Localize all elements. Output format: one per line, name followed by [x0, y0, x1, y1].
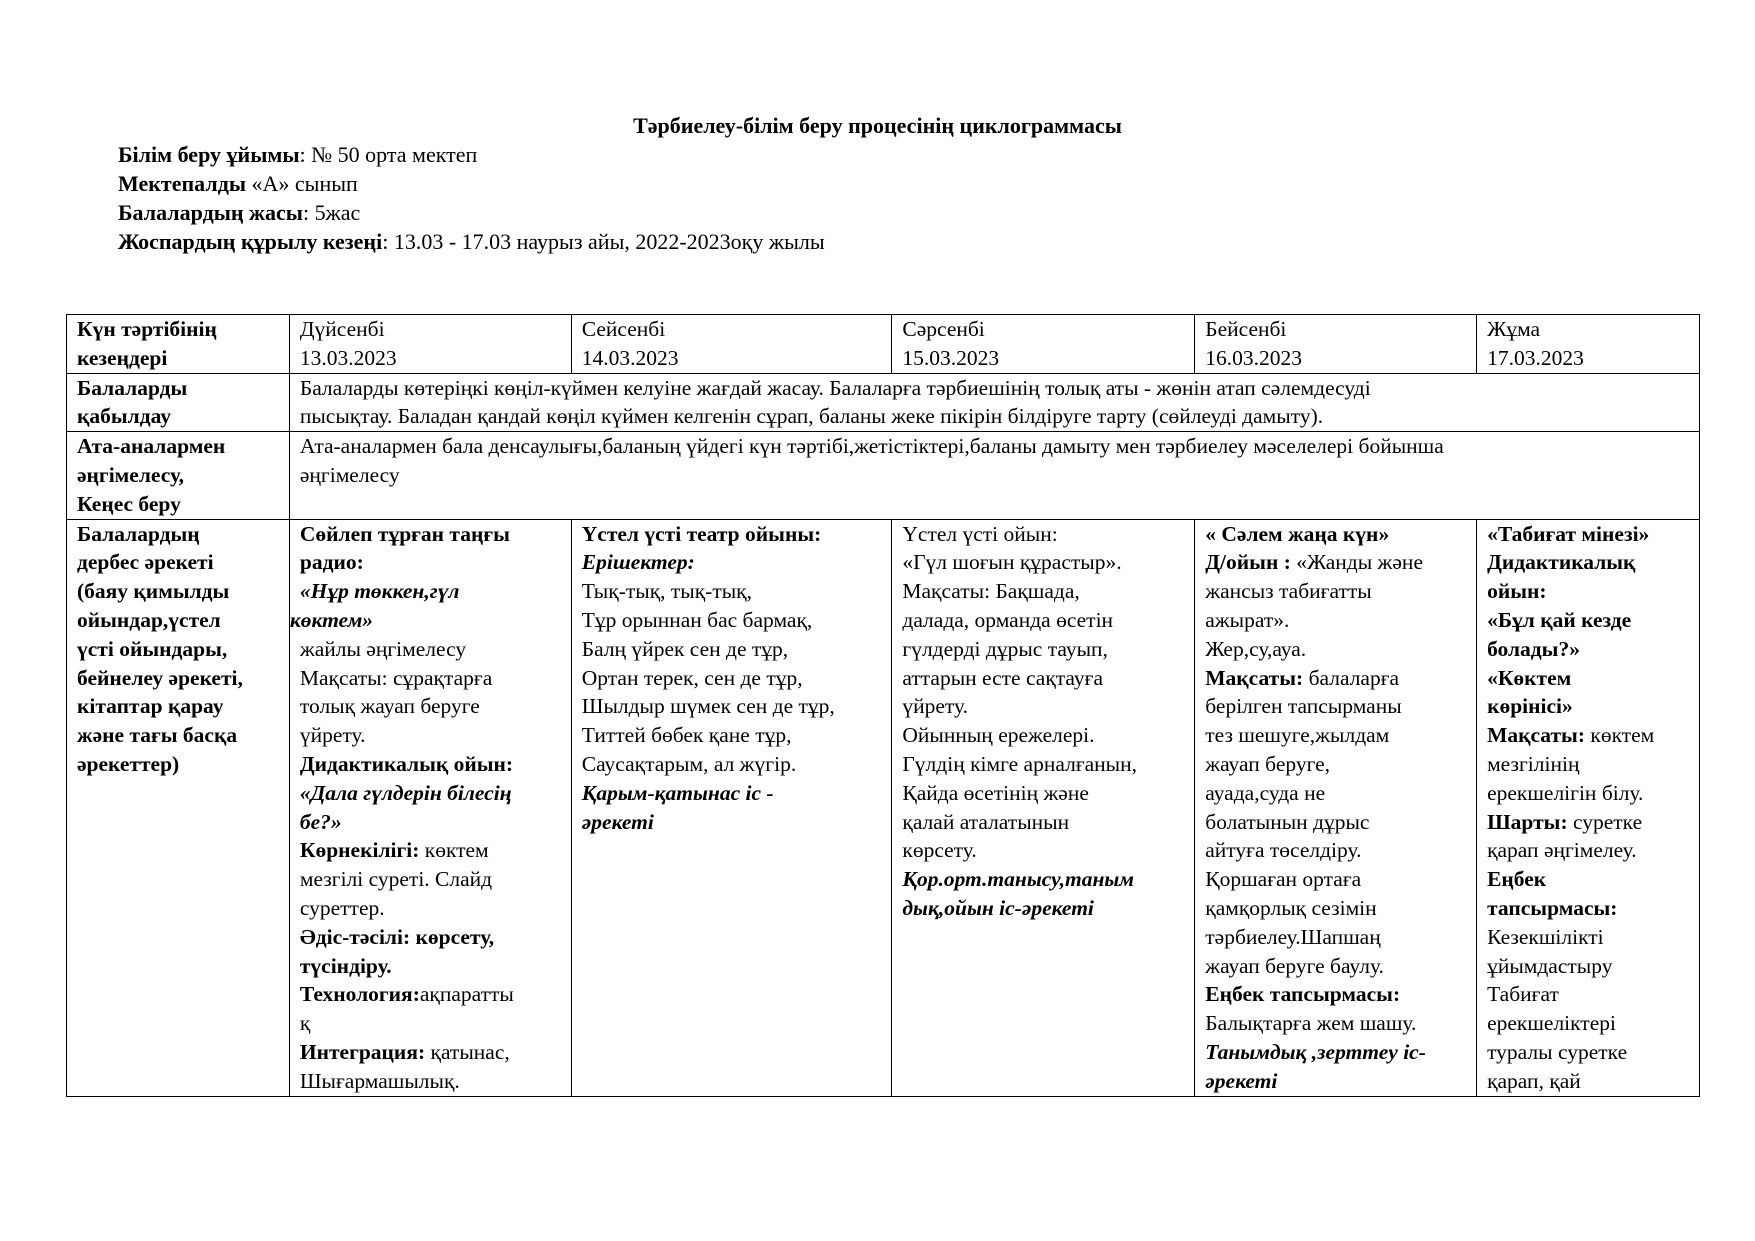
activity-line: Қарым-қатынас іс -: [581, 780, 774, 805]
activity-line: болады?»: [1487, 636, 1580, 661]
activity-line: көрсету.: [902, 838, 977, 863]
activity-line: «Бұл қай кезде: [1487, 607, 1632, 632]
activity-thursday-cell: [1195, 519, 1477, 1096]
row-label-line: үсті ойындары,: [77, 636, 228, 661]
activity-line: әрекеті: [1205, 1068, 1278, 1093]
activity-line: Қоршаған ортаға: [1205, 867, 1362, 892]
meta-group-value: «А» сынып: [251, 171, 358, 196]
activity-line: Саусақтарым, ал жүгір.: [581, 751, 797, 776]
activity-line: әрекеті: [581, 809, 654, 834]
activity-line: ерекшелігін білу.: [1487, 780, 1644, 805]
row-label-line: Ата-аналармен: [77, 434, 226, 459]
header-day-name: Жұма: [1487, 317, 1541, 341]
row-reception: [67, 373, 1700, 432]
header-day-cell: [1195, 315, 1477, 374]
row-label-line: және тағы басқа: [77, 723, 238, 748]
row-label-line: кітаптар қарау: [77, 694, 224, 719]
header-day-date: 13.03.2023: [299, 345, 397, 370]
activity-line: түсіндіру.: [299, 953, 392, 978]
meta-org-value: № 50 орта мектеп: [311, 142, 478, 167]
header-day-cell: [571, 315, 892, 374]
activity-line: Еңбек тапсырмасы:: [1205, 982, 1401, 1007]
activity-line: Дидактикалық: [1487, 550, 1636, 575]
meta-group: [118, 169, 825, 198]
activity-line: Танымдық ,зерттеу іс-: [1205, 1039, 1426, 1064]
activity-line: айтуға төселдіру.: [1205, 838, 1362, 863]
activity-line: Жер,су,ауа.: [1205, 636, 1307, 661]
activity-line: көктем»: [289, 607, 374, 632]
row-label-line: (баяу қимылды: [77, 579, 230, 604]
activity-tuesday-cell: [571, 519, 892, 1096]
activity-line: толық жауап беруге: [299, 694, 480, 719]
activity-line: Мақсаты: Бақшада,: [902, 579, 1080, 604]
activity-line: туралы суретке: [1487, 1039, 1628, 1064]
row-label-line: қабылдау: [77, 404, 172, 429]
activity-line: мезгілі суреті. Слайд: [299, 867, 493, 892]
activity-line: мезгілінің: [1487, 751, 1580, 776]
row-label-cell: [67, 432, 290, 519]
document-title: Тәрбиелеу-білім беру процесінің циклограммасы: [633, 113, 1122, 138]
activity-label-cell: [67, 519, 290, 1096]
header-stage-cell: [67, 315, 290, 374]
activity-line: Еңбек: [1487, 867, 1547, 892]
header-day-name: Дүйсенбі: [299, 317, 385, 341]
activity-line: Табиғат: [1487, 982, 1559, 1007]
activity-line: қ: [299, 1011, 311, 1036]
header-day-name: Бейсенбі: [1205, 317, 1287, 341]
activity-line: «Гүл шоғын құрастыр».: [902, 550, 1122, 575]
meta-age-label: Балалардың жасы: [118, 200, 303, 225]
header-stage-line: Күн тәртібінің: [77, 317, 217, 341]
row-label-cell: [67, 373, 290, 432]
activity-line: Балықтарға жем шашу.: [1205, 1011, 1417, 1036]
activity-line: үйрету.: [299, 723, 366, 748]
activity-line: Тұр орыннан бас бармақ,: [581, 607, 813, 632]
header-day-date: 14.03.2023: [581, 345, 679, 370]
activity-line: Интеграция: қатынас,: [299, 1039, 510, 1064]
activity-line: жауап беруге,: [1205, 751, 1331, 776]
activity-line: гүлдерді дұрыс тауып,: [902, 636, 1108, 661]
cyclogram-table: [66, 314, 1700, 1097]
row-label-line: әңгімелесу,: [77, 462, 184, 487]
header-day-name: Сәрсенбі: [902, 317, 985, 341]
activity-line: қамқорлық сезімін: [1205, 895, 1377, 920]
meta-period: Жоспардың құрылу кезеңі: 13.03 - 17.03 наурыз айы, 2022-2023оқу жылы: [118, 229, 825, 254]
activity-line: « Сәлем жаңа күн»: [1205, 521, 1390, 546]
document-meta: [118, 140, 825, 256]
activity-line: Үстел үсті ойын:: [902, 521, 1058, 546]
activity-friday-cell: [1477, 519, 1700, 1096]
meta-period-label: Жоспардың құрылу кезеңі: [118, 229, 383, 254]
activity-line: суреттер.: [299, 895, 385, 920]
row-text-line: Балаларды көтеріңкі көңіл-күймен келуіне жағдай жасау. Балаларға тәрбиешінің толық аты - жөнін атап сәлемдесуді: [299, 375, 1371, 400]
activity-line: Шылдыр шүмек сен де тұр,: [581, 694, 835, 719]
row-label-line: әрекеттер): [77, 751, 180, 776]
activity-line: берілген тапсырманы: [1205, 694, 1402, 719]
row-label-line: Балалардың: [77, 521, 200, 546]
row-activity: [67, 519, 1700, 1096]
meta-period-value: 13.03 - 17.03 наурыз айы, 2022-2023оқу жылы: [393, 229, 825, 254]
header-day-name: Сейсенбі: [581, 317, 666, 341]
activity-line: жайлы әңгімелесу: [299, 636, 467, 661]
meta-group-label: Мектепалды: [118, 171, 247, 196]
meta-age: Балалардың жасы: 5жас: [118, 200, 361, 225]
row-label-line: дербес әрекеті: [77, 550, 214, 575]
activity-line: Қор.орт.танысу,таным: [902, 867, 1135, 892]
activity-line: «Дала гүлдерін білесің: [299, 780, 512, 805]
row-text-line: пысықтау. Баладан қандай көңіл күймен келгенін сұрап, баланы жеке пікірін білдіруге тарту (сөйлеуді дамыту).: [299, 404, 1324, 429]
row-text-line: Ата-аналармен бала денсаулығы,баланың үйдегі күн тәртібі,жетістіктері,баланы дамыту мен тәрбиелеу мәселелері бойынша: [299, 434, 1444, 459]
activity-line: ерекшеліктері: [1487, 1011, 1616, 1036]
activity-line: Ортан терек, сен де тұр,: [581, 665, 803, 690]
row-label-line: Кеңес беру: [77, 491, 181, 516]
activity-line: «Нұр төккен,гүл: [299, 579, 460, 604]
activity-line: қалай аталатынын: [902, 809, 1070, 834]
activity-line: Титтей бөбек қане тұр,: [581, 723, 792, 748]
activity-line: тез шешуге,жылдам: [1205, 723, 1390, 748]
activity-line: «Көктем: [1487, 665, 1572, 690]
activity-line: Шарты: суретке: [1487, 809, 1643, 834]
activity-line: Гүлдің кімге арналғанын,: [902, 751, 1138, 776]
activity-line: Ойынның ережелері.: [902, 723, 1095, 748]
activity-line: далада, орманда өсетін: [902, 607, 1114, 632]
header-day-date: 15.03.2023: [902, 345, 1000, 370]
activity-line: Мақсаты: сұрақтарға: [299, 665, 493, 690]
row-label-line: бейнелеу әрекеті,: [77, 665, 243, 690]
activity-line: ауада,суда не: [1205, 780, 1326, 805]
activity-line: қарап әңгімелеу.: [1487, 838, 1637, 863]
activity-line: аттарын есте сақтауға: [902, 665, 1103, 690]
header-day-cell: [289, 315, 571, 374]
activity-line: Ерішектер:: [581, 550, 695, 575]
activity-line: Технология:ақпаратты: [299, 982, 514, 1007]
activity-line: ойын:: [1487, 579, 1547, 604]
row-text-line: әңгімелесу: [299, 462, 400, 487]
activity-line: «Табиғат мінезі»: [1487, 521, 1650, 546]
activity-line: қарап, қай: [1487, 1068, 1581, 1093]
meta-age-value: 5жас: [314, 200, 361, 225]
activity-line: тәрбиелеу.Шапшаң: [1205, 924, 1381, 949]
activity-line: Балң үйрек сен де тұр,: [581, 636, 789, 661]
activity-line: Мақсаты: көктем: [1487, 723, 1655, 748]
activity-line: Кезекшілікті: [1487, 924, 1604, 949]
activity-line: дық,ойын іс-әрекеті: [902, 895, 1094, 920]
header-day-cell: [892, 315, 1195, 374]
activity-line: Тық-тық, тық-тық,: [581, 579, 753, 604]
activity-line: ұйымдастыру: [1487, 953, 1613, 978]
activity-wednesday-cell: [892, 519, 1195, 1096]
meta-org: Білім беру ұйымы: № 50 орта мектеп: [118, 142, 478, 167]
header-day-date: 16.03.2023: [1205, 345, 1302, 370]
activity-line: Әдіс-тәсілі: көрсету,: [299, 924, 495, 949]
activity-line: жансыз табиғатты: [1205, 579, 1372, 604]
activity-line: болатынын дұрыс: [1205, 809, 1370, 834]
activity-monday-cell: [289, 519, 571, 1096]
activity-line: үйрету.: [902, 694, 969, 719]
activity-line: Сөйлеп тұрған таңғы: [299, 521, 510, 546]
row-content-cell: [289, 432, 1699, 519]
activity-line: Дидактикалық ойын:: [299, 751, 514, 776]
activity-line: Шығармашылық.: [299, 1068, 460, 1093]
header-stage-line: кезеңдері: [77, 345, 168, 370]
activity-line: Үстел үсті театр ойыны:: [581, 521, 822, 546]
activity-line: жауап беруге баулу.: [1205, 953, 1384, 978]
activity-line: ажырат».: [1205, 607, 1290, 632]
activity-line: тапсырмасы:: [1487, 895, 1618, 920]
activity-line: бе?»: [299, 809, 342, 834]
activity-line: көрінісі»: [1487, 694, 1573, 719]
row-label-line: Балаларды: [77, 375, 188, 400]
meta-org-label: Білім беру ұйымы: [118, 142, 300, 167]
header-day-cell: [1477, 315, 1700, 374]
activity-line: Мақсаты: балаларға: [1205, 665, 1400, 690]
activity-line: Көрнекілігі: көктем: [299, 838, 489, 863]
row-parents: [67, 432, 1700, 519]
header-day-date: 17.03.2023: [1487, 345, 1584, 370]
activity-line: Қайда өсетінің және: [902, 780, 1089, 805]
row-label-line: ойындар,үстел: [77, 607, 221, 632]
activity-line: радио:: [299, 550, 364, 575]
activity-line: Д/ойын : «Жанды және: [1205, 550, 1423, 575]
table-header-row: [67, 315, 1700, 374]
row-content-cell: [289, 373, 1699, 432]
